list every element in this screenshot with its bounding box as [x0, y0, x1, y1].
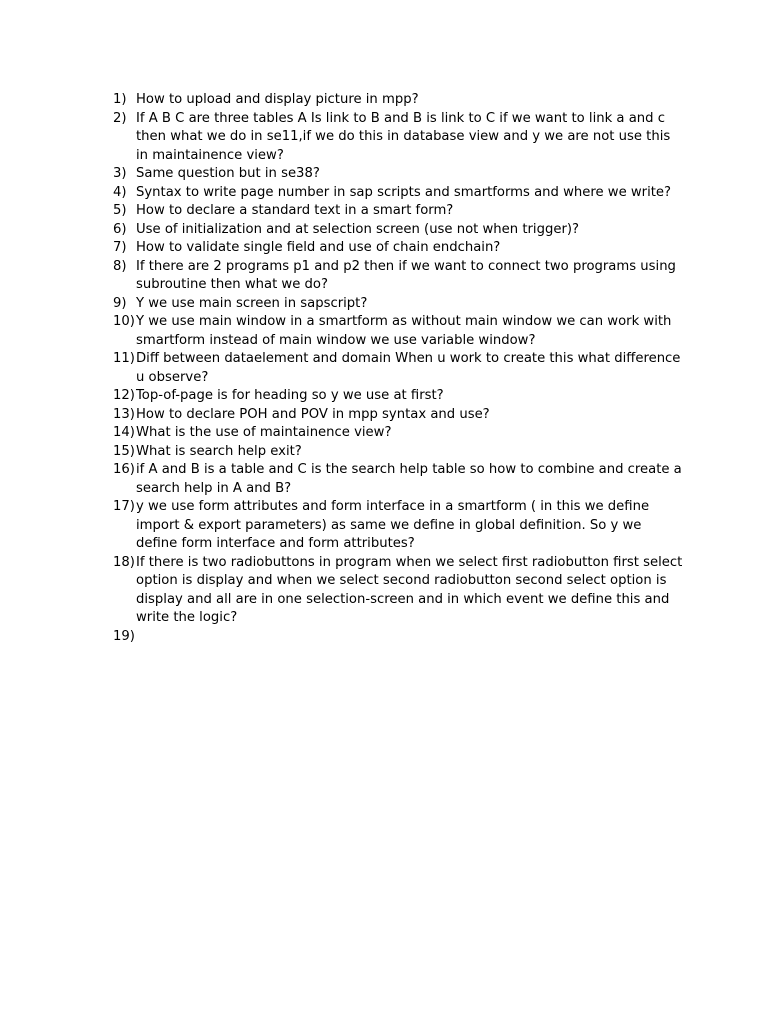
item-text: If A B C are three tables A Is link to B and B is link to C if we want to link a and c then what we do in se11,if we do this in database view and y we are not use this in maintainence view?: [136, 110, 671, 163]
item-number: 5): [113, 203, 127, 218]
item-text: Same question but in se38?: [136, 166, 320, 181]
item-number: 1): [113, 92, 127, 107]
list-item: [113, 554, 683, 628]
item-number: 14): [113, 425, 135, 440]
item-text: if A and B is a table and C is the search help table so how to combine and create a search help in A and B?: [136, 462, 682, 496]
item-text: If there is two radiobuttons in program when we select first radiobutton first select option is display and when we select second radiobutton second select option is display and all are in one selection-screen and in which event we define this and write the logic?: [136, 554, 683, 625]
list-item: [113, 498, 683, 554]
item-text: What is the use of maintainence view?: [136, 425, 392, 440]
item-number: 18): [113, 554, 135, 570]
list-item: [113, 239, 683, 258]
item-text: How to validate single field and use of chain endchain?: [136, 240, 501, 255]
item-text: If there are 2 programs p1 and p2 then if we want to connect two programs using subroutine then what we do?: [136, 258, 676, 292]
item-text: Y we use main window in a smartform as without main window we can work with smartform instead of main window we use variable window?: [136, 314, 672, 348]
list-item: [113, 110, 683, 166]
list-item: [113, 387, 683, 406]
list-item: [113, 406, 683, 425]
list-item: [113, 313, 683, 350]
item-number: 10): [113, 314, 135, 329]
item-number: 7): [113, 240, 127, 255]
item-number: 12): [113, 388, 135, 403]
list-item: [113, 443, 683, 462]
item-number: 4): [113, 184, 127, 200]
item-number: 19): [113, 628, 135, 644]
item-text: y we use form attributes and form interface in a smartform ( in this we define import & export parameters) as same we define in global definition. So y we define form interface and form attributes?: [136, 499, 650, 551]
item-text: Top-of-page is for heading so y we use at first?: [136, 388, 444, 403]
item-number: 13): [113, 406, 135, 422]
list-item: [113, 295, 683, 314]
item-number: 2): [113, 110, 127, 126]
item-text: How to declare a standard text in a smart form?: [136, 203, 454, 218]
list-item: [113, 258, 683, 295]
item-number: 17): [113, 499, 135, 514]
item-number: 15): [113, 443, 135, 459]
list-item: [113, 165, 683, 184]
item-text: Use of initialization and at selection screen (use not when trigger)?: [136, 221, 580, 237]
item-text: Y we use main screen in sapscript?: [136, 295, 368, 311]
item-text: Syntax to write page number in sap scripts and smartforms and where we write?: [136, 184, 672, 200]
list-item: [113, 350, 683, 387]
item-text: [136, 628, 683, 647]
item-number: 11): [113, 351, 135, 366]
item-number: 3): [113, 166, 127, 181]
list-item: [113, 91, 683, 110]
list-item: [113, 221, 683, 240]
list-item: [113, 461, 683, 498]
list-item: [113, 202, 683, 221]
item-text: How to declare POH and POV in mpp syntax and use?: [136, 406, 490, 422]
item-number: 9): [113, 295, 127, 311]
item-text: What is search help exit?: [136, 443, 302, 459]
list-item: [113, 424, 683, 443]
item-number: 6): [113, 221, 127, 237]
item-number: 8): [113, 258, 127, 274]
item-text: Diff between dataelement and domain When u work to create this what difference u observe?: [136, 351, 681, 385]
list-item: [113, 628, 683, 647]
item-text: How to upload and display picture in mpp?: [136, 92, 419, 107]
list-item: [113, 184, 683, 203]
item-number: 16): [113, 462, 135, 477]
question-list: [113, 91, 683, 646]
